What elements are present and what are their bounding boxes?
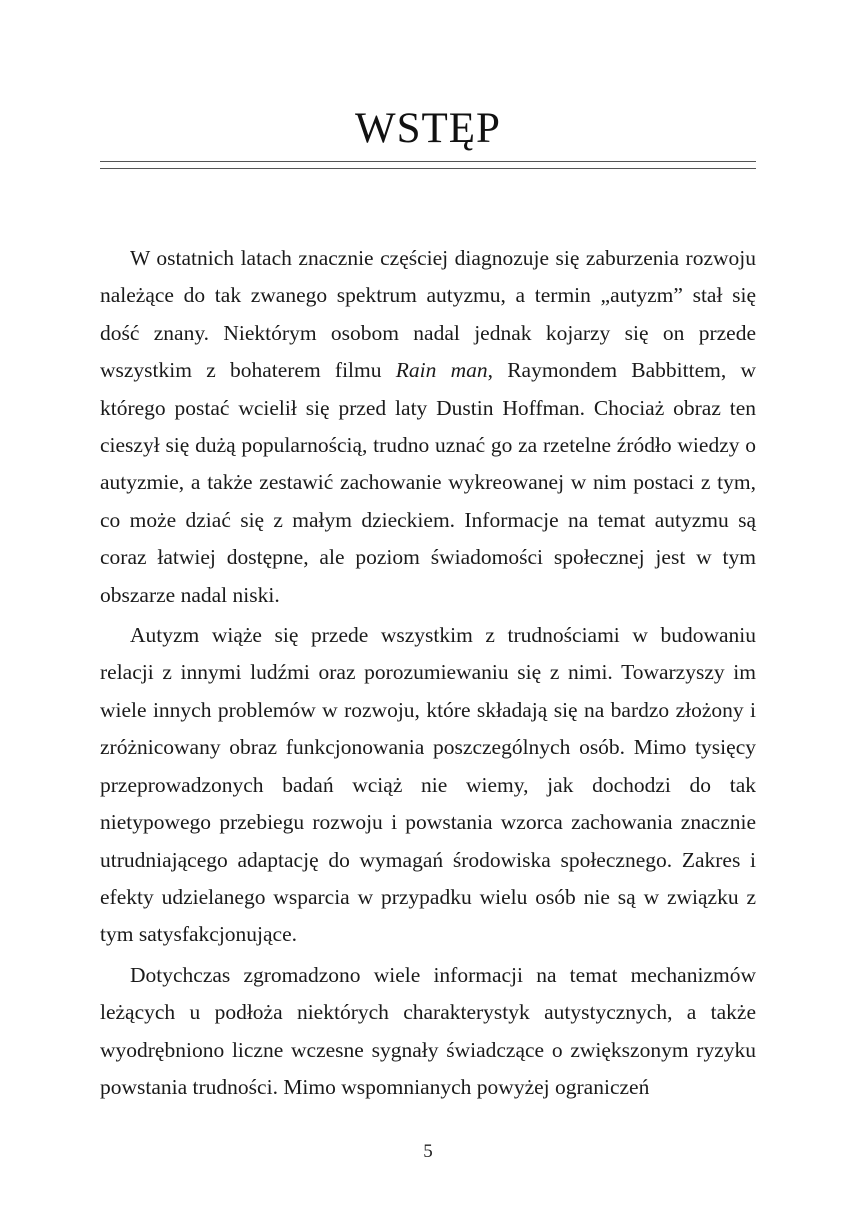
paragraph-2: Autyzm wiąże się przede wszystkim z trudnościami w budowaniu relacji z innymi ludźmi oraz porozumiewaniu się z nimi. Towarzyszy im wiele innych problemów w rozwoju, które składają się na bardzo złożony i zróżnicowany obraz funkcjonowania poszczególnych osób. Mimo tysięcy przeprowadzonych badań wciąż nie wiemy, jak dochodzi do tak nietypowego przebiegu rozwoju i powstania wzorca zachowania znacznie utrudniającego adaptację do wymagań środowiska społecznego. Zakres i efekty udzielanego wsparcia w przypadku wielu osób nie są w związku z tym satysfakcjonujące.: [100, 623, 756, 947]
paragraph-1-text-start: W ostatnich latach znacznie częściej diagnozuje się zaburzenia rozwoju należące do tak zwanego spektrum autyzmu, a termin „autyzm” stał się dość znany. Niektórym osobom nadal jednak kojarzy się on przede wszystkim z bohaterem filmu: [100, 246, 756, 383]
film-title-italic: Rain man: [395, 358, 488, 383]
paragraph-3: Dotychczas zgromadzono wiele informacji na temat mechanizmów leżących u podłoża niektórych charakterystyk autystycznych, a także wyodrębniono liczne wczesne sygnały świadczące o zwiększonym ryzyku powstania trudności. Mimo wspomnianych powyżej ograniczeń: [100, 962, 756, 1099]
paragraph-1: [100, 240, 756, 614]
title-double-rule: [100, 161, 756, 169]
paragraph-1-text-end: , Raymondem Babbittem, w którego postać wcielił się przed laty Dustin Hoffman. Chociaż obraz ten cieszył się dużą popularnością, trudno uznać go za rzetelne źródło wiedzy o autyzmie, a także zestawić zachowanie wykreowanej w nim postaci z tym, co może dziać się z małym dzieckiem. Informacje na temat autyzmu są coraz łatwiej dostępne, ale poziom świadomości społecznej jest w tym obszarze nadal niski.: [100, 358, 756, 607]
chapter-title: WSTĘP: [355, 105, 501, 152]
page-number: 5: [423, 1141, 433, 1162]
body-text: [100, 240, 756, 1106]
